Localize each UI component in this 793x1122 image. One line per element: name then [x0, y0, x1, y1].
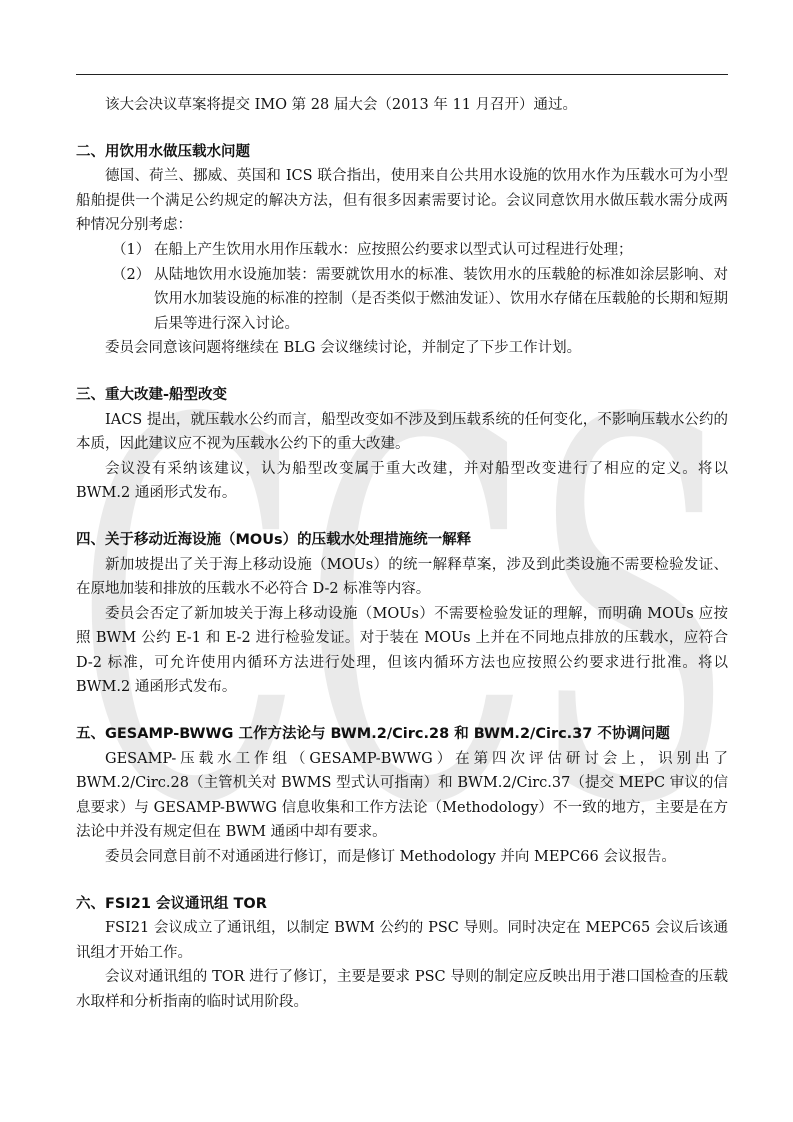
watermark-text: CCS — [75, 400, 735, 820]
document-body — [76, 93, 728, 1015]
section-major-conversion — [76, 383, 728, 506]
paragraph: FSI21 会议成立了通讯组，以制定 BWM 公约的 PSC 导则。同时决定在 MEPC65 会议后该通讯组才开始工作。 — [76, 920, 728, 961]
paragraph: 新加坡提出了关于海上移动设施（MOUs）的统一解释草案，涉及到此类设施不需要检验发证、在原地加装和排放的压载水不必符合 D-2 标准等内容。 — [76, 556, 728, 598]
intro-paragraph: 该大会决议草案将提交 IMO 第 28 届大会（2013 年 11 月召开）通过。 — [105, 97, 578, 113]
list-item — [76, 238, 728, 263]
paragraph: 委员会同意目前不对通函进行修订，而是修订 Methodology 并向 MEPC66 会议报告。 — [105, 849, 676, 866]
paragraph: GESAMP-压载水工作组（GESAMP-BWWG）在第四次评估研讨会上，识别出了 BWM.2/Circ.28（主管机关对 BWMS 型式认可指南）和 BWM.2/Circ.37（提交 MEPC 审议的信息要求）与 GESAMP-BWWG 信息收集和工作方法论（Methodology）不一致的地方，主要是在方法论中并没有规定但在 BWM 通函中却有要求。 — [76, 750, 728, 841]
section-heading: 四、关于移动近海设施（MOUs）的压载水处理措施统一解释 — [76, 531, 472, 548]
list-item-number: （2） — [112, 266, 151, 283]
list-item-text: 从陆地饮用水设施加装：需要就饮用水的标准、装饮用水的压载舱的标准如涂层影响、对饮用水加装设施的标准的控制（是否类似于燃油发证）、饮用水存储在压载舱的长期和短期后果等进行深入讨论。 — [154, 266, 728, 332]
section-gesamp-bwwg — [76, 722, 728, 870]
paragraph: 德国、荷兰、挪威、英国和 ICS 联合指出，使用来自公共用水设施的饮用水作为压载水可为小型船舶提供一个满足公约规定的解决方法，但有很多因素需要讨论。会议同意饮用水做压载水需分成两种情况分别考虑： — [76, 168, 728, 234]
header-rule — [76, 74, 728, 75]
section-heading: 三、重大改建-船型改变 — [76, 386, 228, 403]
paragraph: 会议对通讯组的 TOR 进行了修订，主要是要求 PSC 导则的制定应反映出用于港口国检查的压载水取样和分析指南的临时试用阶段。 — [76, 969, 728, 1010]
paragraph: 委员会否定了新加坡关于海上移动设施（MOUs）不需要检验发证的理解，而明确 MOUs 应按照 BWM 公约 E-1 和 E-2 进行检验发证。对于装在 MOUs 上并在不同地点排放的压载水，应符合 D-2 标准，可允许使用内循环方法进行处理，但该内循环方法也应按照公约要求进行批准。将以 BWM.2 通函形式发布。 — [76, 605, 728, 696]
section-mous — [76, 528, 728, 700]
section-fsi21-tor — [76, 892, 728, 1015]
section-heading: 五、GESAMP-BWWG 工作方法论与 BWM.2/Circ.28 和 BWM.2/Circ.37 不协调问题 — [76, 726, 670, 743]
list-item — [76, 263, 728, 337]
paragraph: 会议没有采纳该建议，认为船型改变属于重大改建，并对船型改变进行了相应的定义。将以 BWM.2 通函形式发布。 — [76, 460, 728, 502]
list-item-text: 在船上产生饮用水用作压载水：应按照公约要求以型式认可过程进行处理； — [154, 241, 633, 258]
section-potable-water — [76, 140, 728, 361]
paragraph: 委员会同意该问题将继续在 BLG 会议继续讨论，并制定了下步工作计划。 — [105, 340, 582, 357]
paragraph: IACS 提出，就压载水公约而言，船型改变如不涉及到压载系统的任何变化，不影响压载水公约的本质，因此建议应不视为压载水公约下的重大改建。 — [76, 411, 728, 453]
section-heading: 六、FSI21 会议通讯组 TOR — [76, 895, 267, 912]
section-heading: 二、用饮用水做压载水问题 — [76, 143, 250, 160]
list-item-number: （1） — [112, 241, 151, 258]
